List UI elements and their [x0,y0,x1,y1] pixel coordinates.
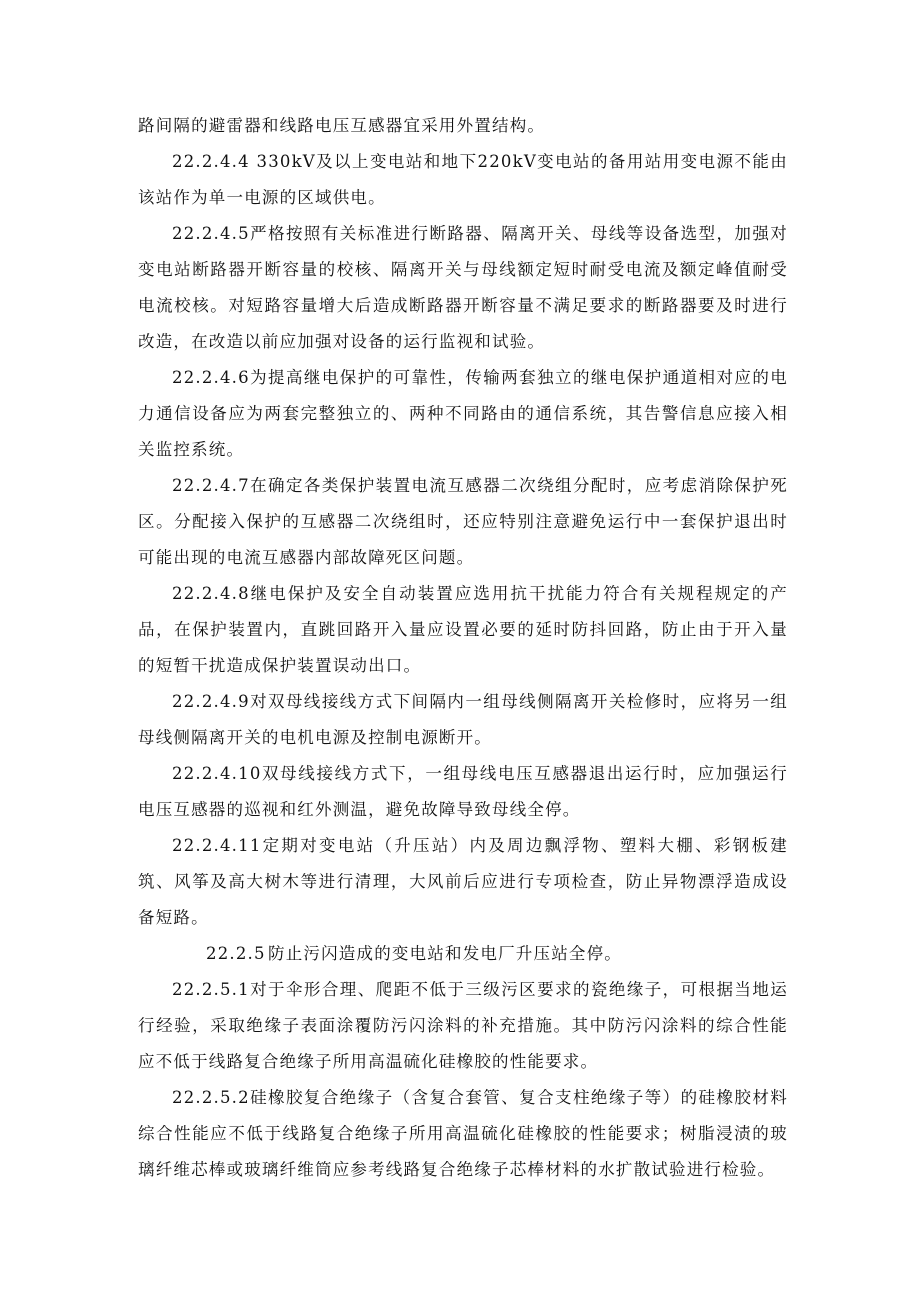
paragraph-22-2-4-11: 22.2.4.11定期对变电站（升压站）内及周边飘浮物、塑料大棚、彩钢板建筑、风筝及高大树木等进行清理，大风前后应进行专项检查，防止异物漂浮造成设备短路。 [138,836,788,927]
paragraph-22-2-4-5: 22.2.4.5严格按照有关标准进行断路器、隔离开关、母线等设备选型，加强对变电站断路器开断容量的校核、隔离开关与母线额定短时耐受电流及额定峰值耐受电流校核。对短路容量增大后造成断路器开断容量不满足要求的断路器要及时进行改造，在改造以前应加强对设备的运行监视和试验。 [138,224,788,351]
section-title: 防止污闪造成的变电站和发电厂升压站全停。 [268,944,622,963]
paragraph-22-2-4-4: 22.2.4.4 330kV及以上变电站和地下220kV变电站的备用站用变电源不能由该站作为单一电源的区域供电。 [138,152,788,207]
paragraph-22-2-5-1: 22.2.5.1对于伞形合理、爬距不低于三级污区要求的瓷绝缘子，可根据当地运行经验，采取绝缘子表面涂覆防污闪涂料的补充措施。其中防污闪涂料的综合性能应不低于线路复合绝缘子所用高温硫化硅橡胶的性能要求。 [138,980,788,1071]
paragraph-22-2-4-9: 22.2.4.9对双母线接线方式下间隔内一组母线侧隔离开关检修时，应将另一组母线侧隔离开关的电机电源及控制电源断开。 [138,692,788,747]
paragraph-22-2-4-7: 22.2.4.7在确定各类保护装置电流互感器二次绕组分配时，应考虑消除保护死区。分配接入保护的互感器二次绕组时，还应特别注意避免运行中一套保护退出时可能出现的电流互感器内部故障死区问题。 [138,476,788,567]
paragraph-0: 路间隔的避雷器和线路电压互感器宜采用外置结构。 [138,116,546,135]
paragraph-22-2-4-10: 22.2.4.10双母线接线方式下，一组母线电压互感器退出运行时，应加强运行电压互感器的巡视和红外测温，避免故障导致母线全停。 [138,764,788,819]
paragraph-22-2-4-6: 22.2.4.6为提高继电保护的可靠性，传输两套独立的继电保护通道相对应的电力通信设备应为两套完整独立的、两种不同路由的通信系统，其告警信息应接入相关监控系统。 [138,368,788,459]
section-heading-22-2-5 [138,936,788,972]
paragraph-22-2-5-2: 22.2.5.2硅橡胶复合绝缘子（含复合套管、复合支柱绝缘子等）的硅橡胶材料综合性能应不低于线路复合绝缘子所用高温硫化硅橡胶的性能要求；树脂浸渍的玻璃纤维芯棒或玻璃纤维筒应参考线路复合绝缘子芯棒材料的水扩散试验进行检验。 [138,1088,788,1179]
document-page [138,108,788,1188]
paragraph-22-2-4-8: 22.2.4.8继电保护及安全自动装置应选用抗干扰能力符合有关规程规定的产品，在保护装置内，直跳回路开入量应设置必要的延时防抖回路，防止由于开入量的短暂干扰造成保护装置误动出口。 [138,584,788,675]
section-number: 22.2.5 [206,944,266,963]
